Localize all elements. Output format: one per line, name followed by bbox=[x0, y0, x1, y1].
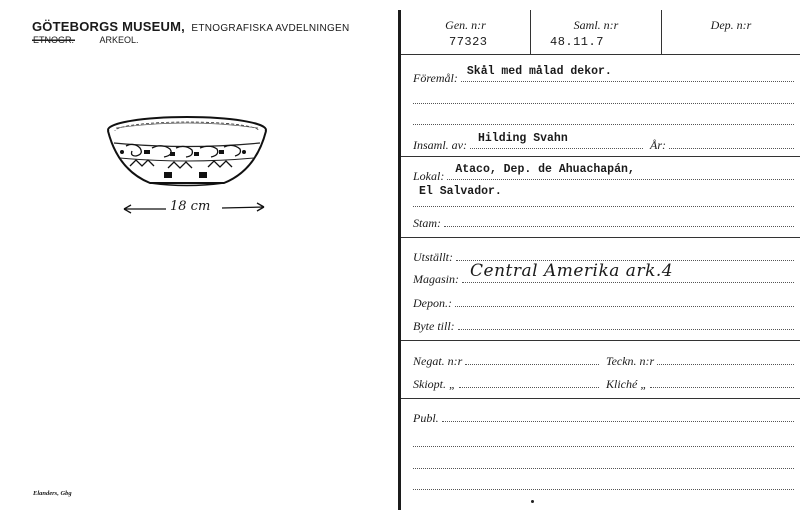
dep-number-cell bbox=[662, 10, 800, 54]
blank-line bbox=[413, 103, 794, 104]
depon-row bbox=[413, 295, 794, 311]
lokal-row bbox=[413, 163, 794, 184]
stam-row bbox=[413, 215, 794, 231]
insaml-row bbox=[413, 132, 643, 153]
publ-label: Publ. bbox=[413, 411, 439, 425]
gen-number-cell bbox=[401, 10, 531, 54]
ar-label: År: bbox=[650, 138, 666, 152]
divider bbox=[401, 237, 800, 238]
lokal-label: Lokal: bbox=[413, 169, 445, 183]
magasin-label: Magasin: bbox=[413, 272, 459, 286]
publ-row bbox=[413, 410, 794, 426]
ar-row bbox=[650, 137, 794, 153]
divider bbox=[401, 156, 800, 157]
bowl-drawing bbox=[104, 110, 270, 192]
museum-name: GÖTEBORGS MUSEUM, bbox=[32, 19, 185, 34]
struck-department: ETNOGR. bbox=[33, 35, 75, 45]
depon-label: Depon.: bbox=[413, 296, 452, 310]
blank-line bbox=[413, 124, 794, 125]
ink-dot bbox=[531, 500, 534, 503]
blank-line bbox=[413, 446, 794, 447]
kliche-label: Kliché „ bbox=[606, 377, 647, 391]
negat-label: Negat. n:r bbox=[413, 354, 463, 368]
skiopt-row bbox=[413, 376, 599, 392]
blank-line bbox=[413, 206, 794, 207]
blank-line bbox=[413, 489, 794, 490]
foremal-row bbox=[413, 65, 794, 86]
department-subline bbox=[32, 35, 139, 45]
magasin-value: Central Amerika ark.4 bbox=[470, 261, 674, 281]
dep-number-label: Dep. n:r bbox=[710, 18, 752, 32]
teckn-row bbox=[606, 353, 794, 369]
divider bbox=[401, 54, 800, 55]
gen-number-label: Gen. n:r bbox=[445, 18, 486, 32]
saml-number-label: Saml. n:r bbox=[573, 18, 619, 32]
teckn-label: Teckn. n:r bbox=[606, 354, 655, 368]
saml-number-cell bbox=[531, 10, 662, 54]
divider bbox=[401, 340, 800, 341]
skiopt-label: Skiopt. „ bbox=[413, 377, 456, 391]
divider bbox=[401, 398, 800, 399]
department-name: ETNOGRAFISKA AVDELNINGEN bbox=[191, 23, 350, 34]
archaeology-department: ARKEOL. bbox=[99, 35, 139, 45]
stam-label: Stam: bbox=[413, 216, 441, 230]
saml-number-value: 48.11.7 bbox=[550, 35, 604, 49]
insaml-label: Insaml. av: bbox=[413, 138, 467, 152]
lokal-value: Ataco, Dep. de Ahuachapán, bbox=[455, 163, 635, 176]
card-border bbox=[398, 10, 401, 510]
magasin-row bbox=[413, 261, 794, 287]
lokal-value-2: El Salvador. bbox=[419, 185, 502, 198]
blank-line bbox=[413, 468, 794, 469]
kliche-row bbox=[606, 376, 794, 392]
byte-label: Byte till: bbox=[413, 319, 455, 333]
insaml-value: Hilding Svahn bbox=[478, 132, 568, 145]
museum-header bbox=[32, 18, 350, 36]
gen-number-value: 77323 bbox=[449, 35, 488, 49]
foremal-value: Skål med målad dekor. bbox=[466, 65, 612, 78]
scale-label: 18 cm bbox=[170, 199, 211, 214]
foremal-label: Föremål: bbox=[413, 71, 458, 85]
utstallt-label: Utställt: bbox=[413, 250, 454, 264]
byte-row bbox=[413, 318, 794, 334]
negat-row bbox=[413, 353, 599, 369]
printer-imprint: Elanders, Gbg bbox=[33, 490, 72, 497]
lokal-row-2 bbox=[413, 185, 794, 206]
